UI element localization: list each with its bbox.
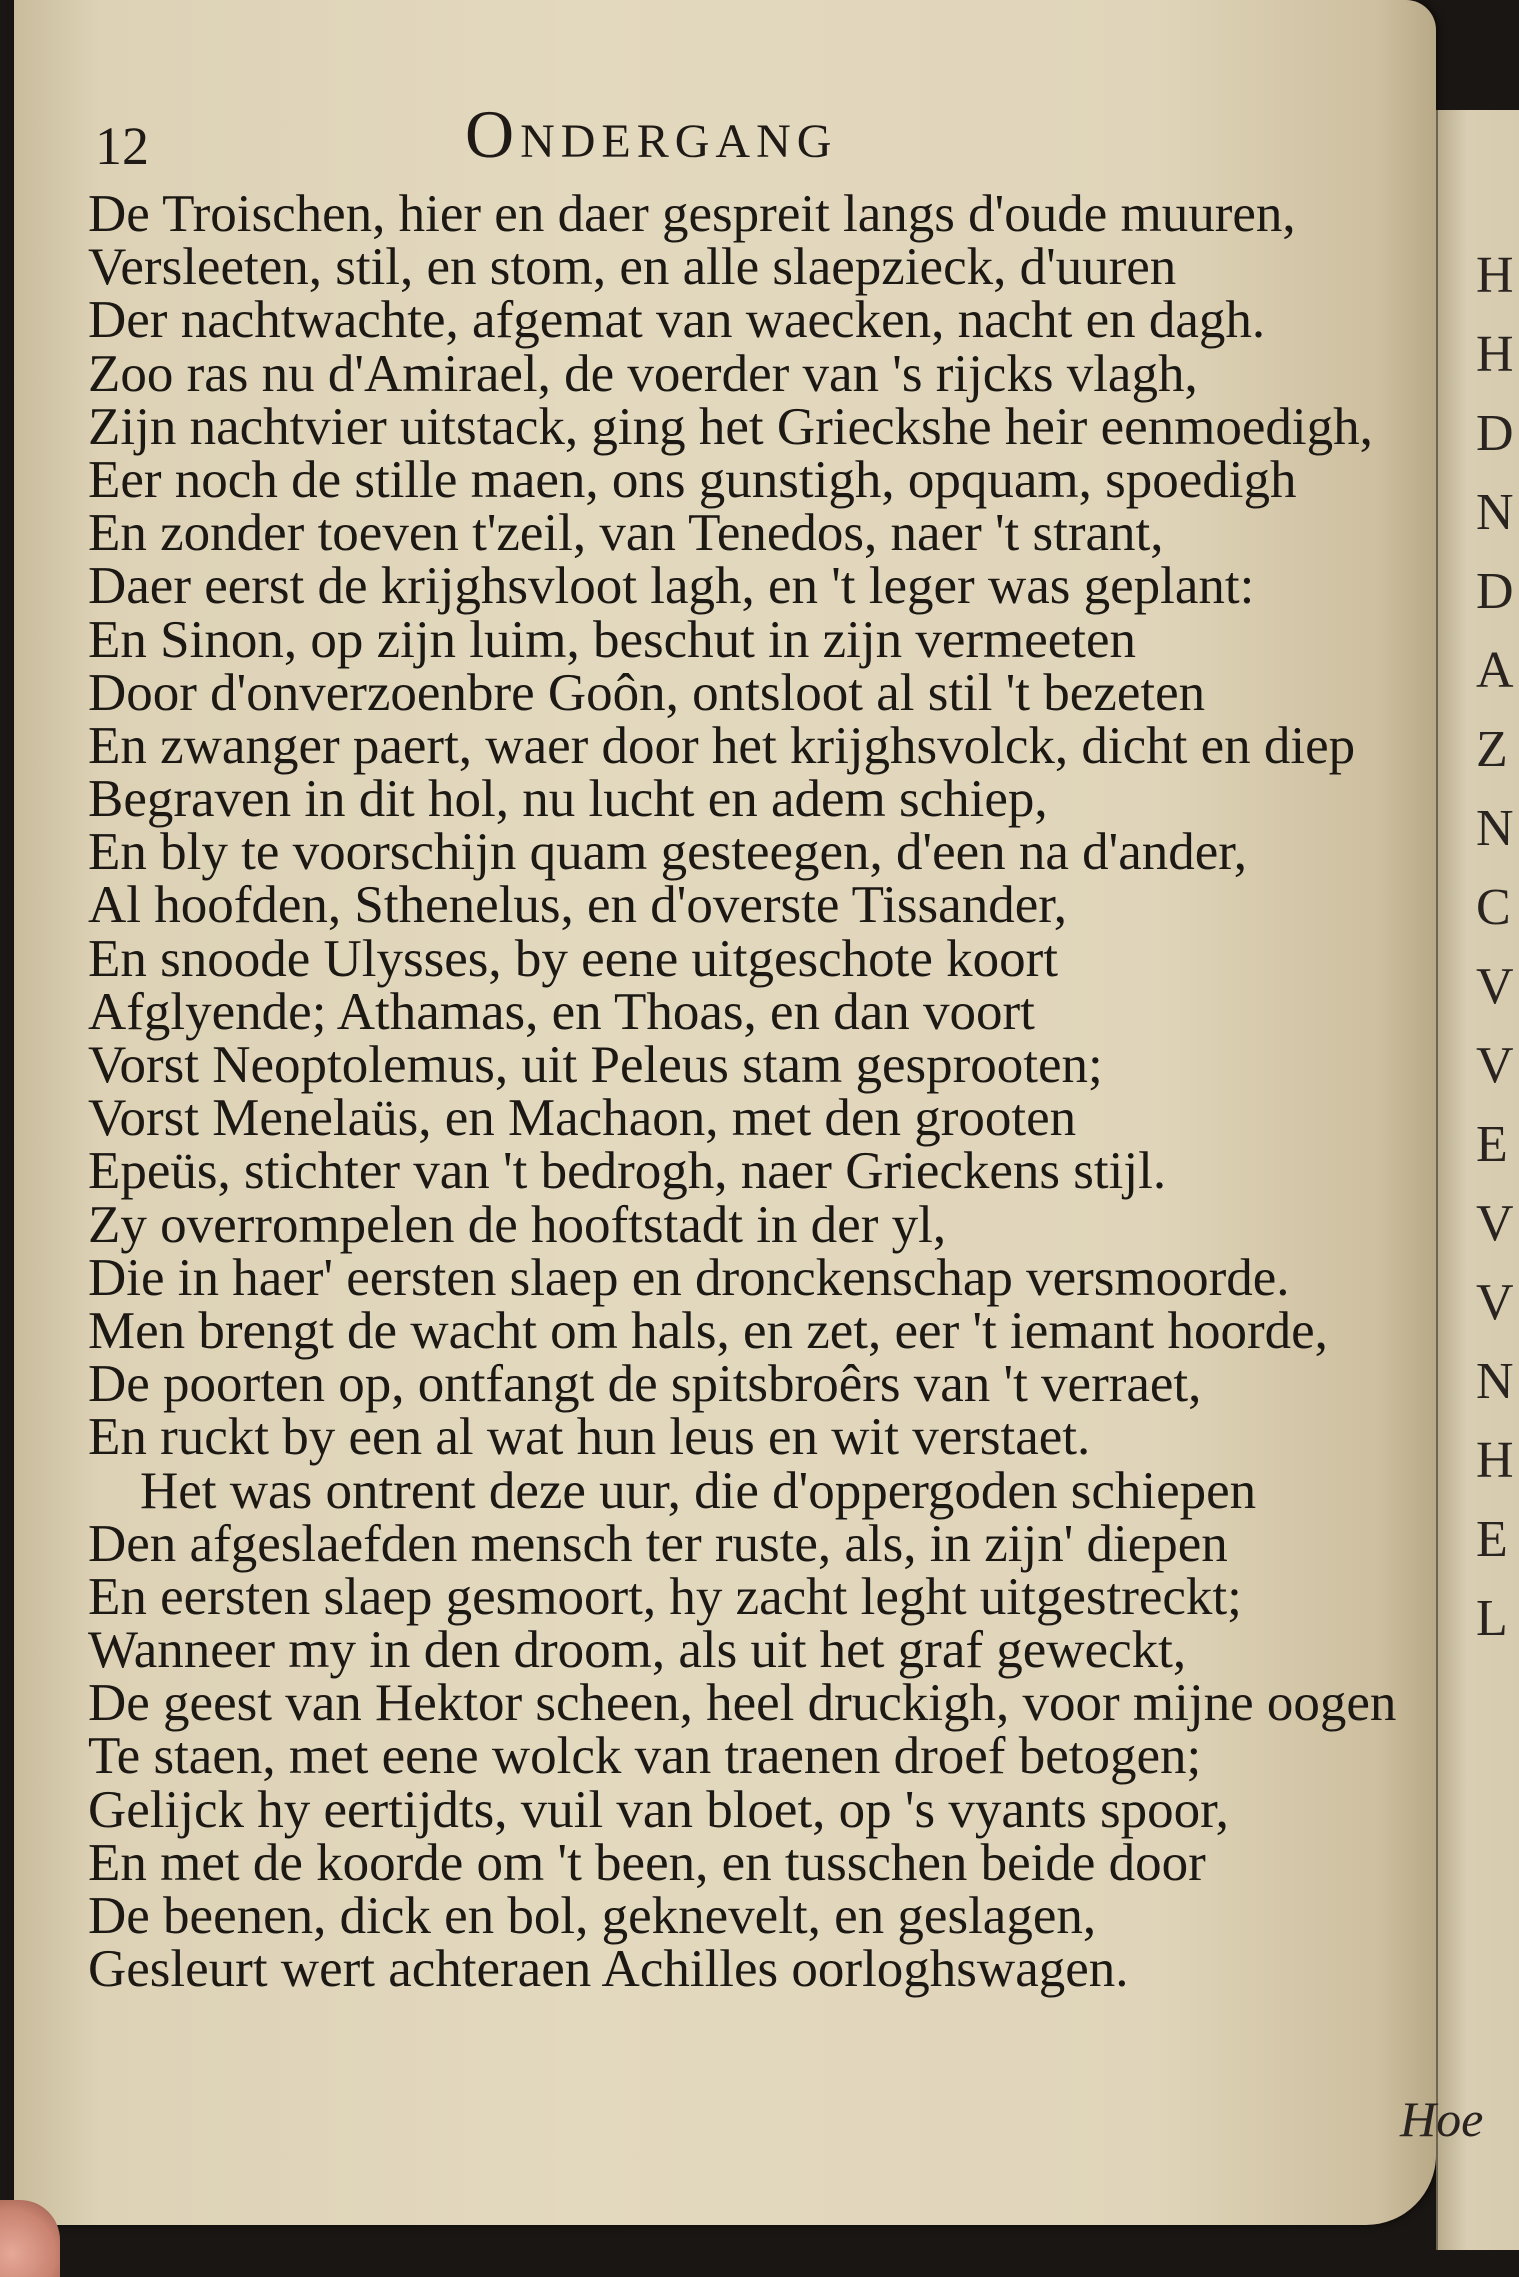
verse-line: Vorst Neoptolemus, uit Peleus stam gesprooten; bbox=[88, 1036, 1103, 1094]
verse-line: Gelijck hy eertijdts, vuil van bloet, op 's vyants spoor, bbox=[88, 1780, 1229, 1839]
verse-line: De Troischen, hier en daer gespreit langs d'oude muuren, bbox=[88, 185, 1296, 243]
facing-letter: C bbox=[1476, 879, 1511, 936]
verse-line: Die in haer' eersten slaep en dronckenschap versmoorde. bbox=[88, 1248, 1290, 1307]
verse-line: Zoo ras nu d'Amirael, de voerder van 's rijcks vlagh, bbox=[88, 344, 1198, 403]
facing-page-letters bbox=[1476, 236, 1519, 1658]
verse-line: En snoode Ulysses, by eene uitgeschote koort bbox=[88, 929, 1058, 988]
facing-catchword: Hoe bbox=[1400, 2091, 1484, 2147]
verse-line: Epeüs, stichter van 't bedrogh, naer Grieckens stijl. bbox=[88, 1142, 1167, 1201]
verse-line: En Sinon, op zijn luim, beschut in zijn vermeeten bbox=[88, 610, 1137, 669]
verse-line: En met de koorde om 't been, en tusschen beide door bbox=[88, 1833, 1206, 1892]
verse-line-indented: Het was ontrent deze uur, die d'oppergoden schiepen bbox=[140, 1461, 1257, 1520]
facing-letter: V bbox=[1476, 1195, 1514, 1252]
facing-letter: V bbox=[1476, 958, 1514, 1015]
verse-text bbox=[88, 185, 1418, 1999]
verse-line: Men brengt de wacht om hals, en zet, eer 't iemant hoorde, bbox=[88, 1301, 1328, 1360]
facing-letter: V bbox=[1476, 1274, 1514, 1331]
verse-line: Al hoofden, Sthenelus, en d'overste Tissander, bbox=[88, 876, 1067, 935]
verse-line: Daer eerst de krijghsvloot lagh, en 't leger was geplant: bbox=[88, 557, 1255, 616]
facing-letter: H bbox=[1476, 247, 1514, 304]
verse-line: Begraven in dit hol, nu lucht en adem schiep, bbox=[88, 770, 1048, 829]
verse-line: En zwanger paert, waer door het krijghsvolck, dicht en diep bbox=[88, 716, 1356, 775]
facing-letter: E bbox=[1476, 1511, 1508, 1568]
verse-line: Zijn nachtvier uitstack, ging het Grieckshe heir eenmoedigh, bbox=[88, 397, 1373, 456]
verse-line: Den afgeslaefden mensch ter ruste, als, in zijn' diepen bbox=[88, 1514, 1228, 1573]
verse-line: Eer noch de stille maen, ons gunstigh, opquam, spoedigh bbox=[88, 450, 1297, 509]
facing-letter: L bbox=[1476, 1590, 1508, 1647]
running-head: Ondergang bbox=[465, 96, 838, 172]
facing-letter: Z bbox=[1476, 721, 1508, 778]
verse-line: Gesleurt wert achteraen Achilles oorloghswagen. bbox=[88, 1940, 1129, 1999]
facing-letter: D bbox=[1476, 563, 1514, 620]
facing-letter: V bbox=[1476, 1037, 1514, 1094]
facing-letter: E bbox=[1476, 1116, 1508, 1173]
facing-letter: D bbox=[1476, 405, 1514, 462]
facing-letter: H bbox=[1476, 326, 1514, 383]
verse-line: De geest van Hektor scheen, heel druckigh, voor mijne oogen bbox=[88, 1674, 1397, 1733]
verse-line: Zy overrompelen de hooftstadt in der yl, bbox=[88, 1195, 947, 1254]
verse-line: Te staen, met eene wolck van traenen droef betogen; bbox=[88, 1727, 1202, 1786]
verse-line: Versleeten, stil, en stom, en alle slaepzieck, d'uuren bbox=[88, 238, 1177, 297]
page-number: 12 bbox=[95, 116, 149, 176]
verse-line: En ruckt by een al wat hun leus en wit verstaet. bbox=[88, 1408, 1091, 1467]
verse-line: En eersten slaep gesmoort, hy zacht leght uitgestreckt; bbox=[88, 1567, 1242, 1626]
page-header bbox=[95, 95, 1415, 175]
facing-letter: N bbox=[1476, 484, 1514, 541]
verse-line: Der nachtwachte, afgemat van waecken, nacht en dagh. bbox=[88, 291, 1266, 350]
verse-line: Door d'onverzoenbre Goôn, ontsloot al stil 't bezeten bbox=[88, 663, 1206, 722]
facing-letter: H bbox=[1476, 1432, 1514, 1489]
verse-line: En bly te voorschijn quam gesteegen, d'een na d'ander, bbox=[88, 823, 1248, 882]
verse-line: De poorten op, ontfangt de spitsbroêrs van 't verraet, bbox=[88, 1355, 1202, 1414]
verse-line: De beenen, dick en bol, geknevelt, en geslagen, bbox=[88, 1887, 1097, 1945]
facing-letter: N bbox=[1476, 800, 1514, 857]
verse-line: Afglyende; Athamas, en Thoas, en dan voort bbox=[88, 982, 1035, 1041]
verse-line: En zonder toeven t'zeil, van Tenedos, naer 't strant, bbox=[88, 504, 1164, 563]
facing-letter: N bbox=[1476, 1353, 1514, 1410]
facing-letter: A bbox=[1476, 642, 1514, 699]
verse-line: Vorst Menelaüs, en Machaon, met den grooten bbox=[88, 1089, 1077, 1148]
verse-line: Wanneer my in den droom, als uit het graf geweckt, bbox=[88, 1621, 1187, 1680]
